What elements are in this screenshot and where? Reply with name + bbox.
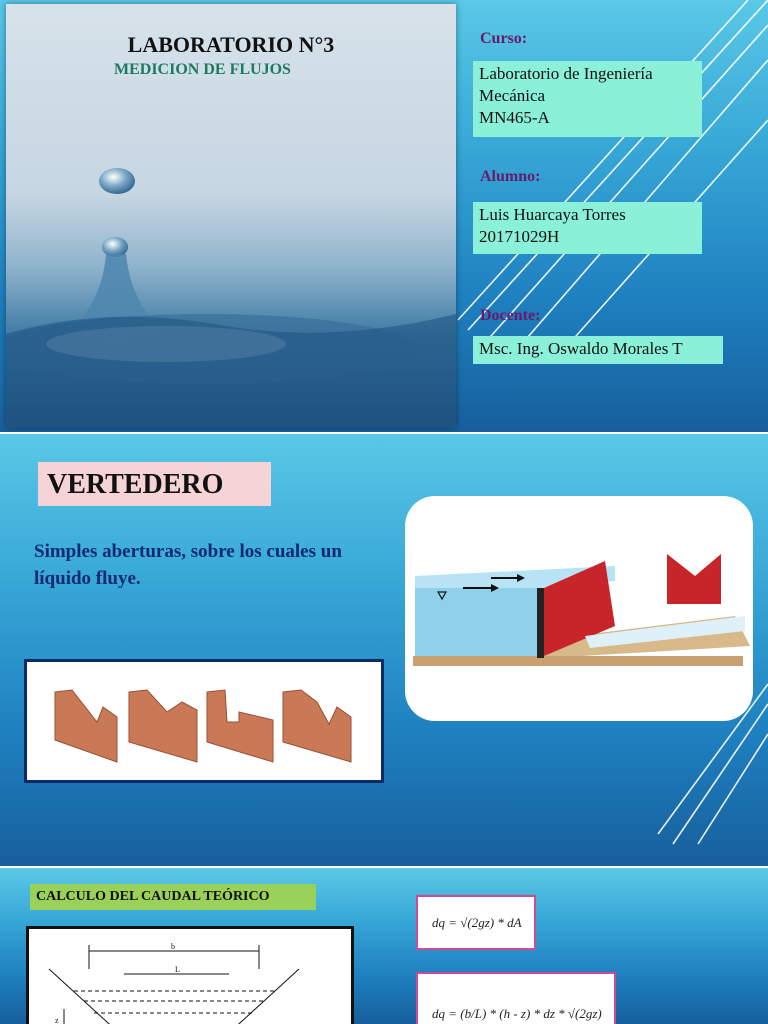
alumno-label: Alumno: (480, 168, 541, 185)
channel-diagram (26, 926, 354, 1024)
curso-box (473, 61, 702, 137)
curso-line: Laboratorio de Ingeniería (479, 64, 653, 83)
trapezoid-diagram (29, 929, 351, 1024)
curso-line: Mecánica (479, 86, 546, 105)
weir-diagram-image (405, 496, 753, 721)
docente-value: Msc. Ing. Oswaldo Morales T (479, 339, 683, 358)
calculo-slide (0, 868, 768, 1024)
alumno-line: 20171029H (479, 227, 560, 246)
formula-box-1 (416, 895, 536, 950)
svg-text:b: b (171, 942, 175, 951)
curso-label: Curso: (480, 30, 528, 47)
description-text: Simples aberturas, sobre los cuales un líquido fluye. (34, 541, 342, 589)
section-heading: CALCULO DEL CAUDAL TEÓRICO (30, 884, 316, 910)
water-drop-image (6, 4, 456, 428)
curso-line: MN465-A (479, 108, 550, 127)
alumno-box (473, 202, 702, 254)
formula-box-2 (416, 972, 616, 1024)
svg-text:z: z (55, 1016, 59, 1024)
formula-1: dq = √(2gz) * dA (432, 915, 522, 930)
formula-2: dq = (b/L) * (h - z) * dz * √(2gz) (432, 1006, 602, 1021)
docente-box (473, 336, 723, 364)
page-subtitle: MEDICION DE FLUJOS (114, 61, 291, 78)
title-slide (0, 0, 768, 432)
svg-text:L: L (175, 965, 180, 974)
weir-plates-image (24, 659, 384, 783)
vertedero-slide (0, 434, 768, 866)
alumno-line: Luis Huarcaya Torres (479, 205, 626, 224)
page-title: LABORATORIO N°3 (127, 32, 335, 57)
weir-illustration (405, 496, 753, 721)
docente-label: Docente: (480, 307, 541, 324)
weir-plates-illustration (27, 662, 381, 780)
section-heading: VERTEDERO (38, 462, 271, 506)
